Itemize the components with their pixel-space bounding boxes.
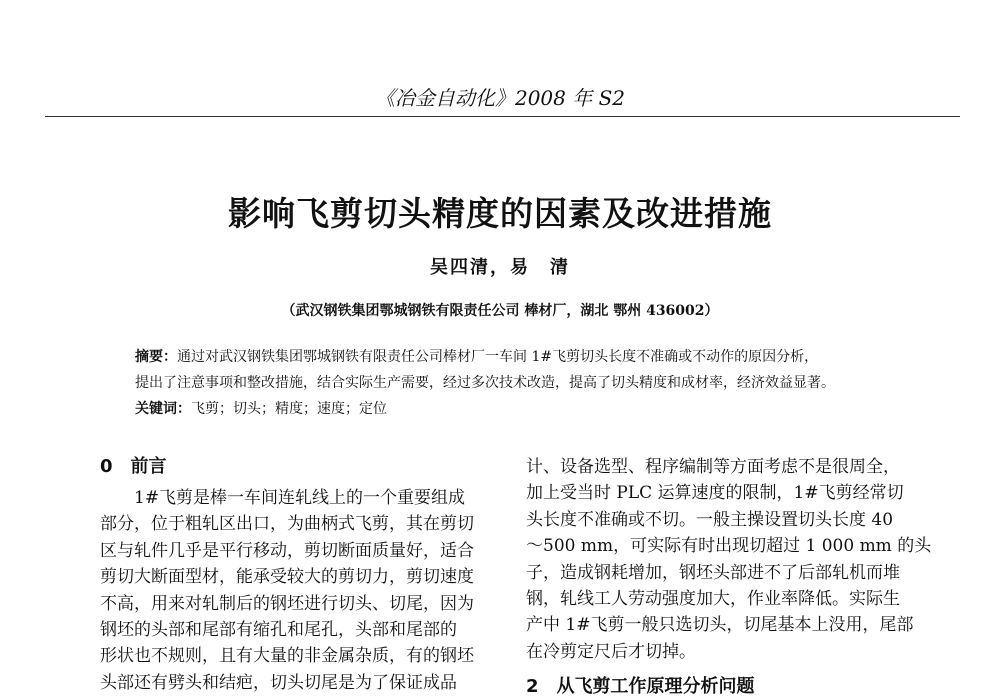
body-line: 头部还有劈头和结疤，切头切尾是为了保证成品 xyxy=(100,672,457,693)
abstract-text: 通过对武汉钢铁集团鄂城钢铁有限责任公司棒材厂一车间 1#飞剪切头长度不准确或不动作的原因分析， xyxy=(177,349,819,365)
body-line: 头长度不准确或不切。一般主操设置切头长度 40 xyxy=(526,509,894,530)
abstract-label: 摘要： xyxy=(135,349,177,365)
body-line: 子，造成钢耗增加，钢坯头部进不了后部轧机而堆 xyxy=(526,562,900,583)
body-line: 剪切大断面型材，能承受较大的剪切力，剪切速度 xyxy=(100,567,474,588)
section-heading-2: 2 从飞剪工作原理分析问题 xyxy=(526,676,755,697)
abstract-line-1 xyxy=(135,346,818,366)
keywords-text: 飞剪；切头；精度；速度；定位 xyxy=(191,401,387,417)
body-line: 钢，轧线工人劳动强度加大，作业率降低。实际生 xyxy=(526,589,900,609)
body-line: 1#飞剪是棒一车间连轧线上的一个重要组成 xyxy=(134,488,466,508)
body-line: 计、设备选型、程序编制等方面考虑不是很周全， xyxy=(526,457,900,477)
body-line: 加上受当时 PLC 运算速度的限制，1#飞剪经常切 xyxy=(526,483,904,504)
body-line: ～500 mm，可实际有时出现切超过 1 000 mm 的头 xyxy=(526,536,932,557)
header-rule xyxy=(45,116,960,117)
body-line: 不高，用来对轧制后的钢坯进行切头、切尾，因为 xyxy=(100,593,474,614)
keywords-label: 关键词： xyxy=(135,401,191,417)
body-line: 形状也不规则，且有大量的非金属杂质，有的钢坯 xyxy=(100,646,474,667)
body-line: 产中 1#飞剪一般只选切头，切尾基本上没用，尾部 xyxy=(526,615,914,636)
section-heading-intro: 0 前言 xyxy=(100,456,167,477)
journal-header: 《冶金自动化》2008 年 S2 xyxy=(374,86,626,110)
body-line: 在冷剪定尺后才切掉。 xyxy=(526,641,696,662)
abstract-line-2: 提出了注意事项和整改措施，结合实际生产需要，经过多次技术改造，提高了切头精度和成材率，经济效益显著。 xyxy=(135,375,835,391)
body-line: 区与轧件几乎是平行移动，剪切断面质量好，适合 xyxy=(100,540,474,561)
keywords-line xyxy=(135,398,387,418)
paper-title: 影响飞剪切头精度的因素及改进措施 xyxy=(228,194,772,233)
paper-affiliation: （武汉钢铁集团鄂城钢铁有限责任公司 棒材厂，湖北 鄂州 436002） xyxy=(281,303,719,319)
paper-authors: 吴四清，易 清 xyxy=(430,257,570,278)
body-line: 部分，位于粗轧区出口，为曲柄式飞剪，其在剪切 xyxy=(100,514,474,535)
body-line: 钢坯的头部和尾部有缩孔和尾孔，头部和尾部的 xyxy=(100,620,457,640)
